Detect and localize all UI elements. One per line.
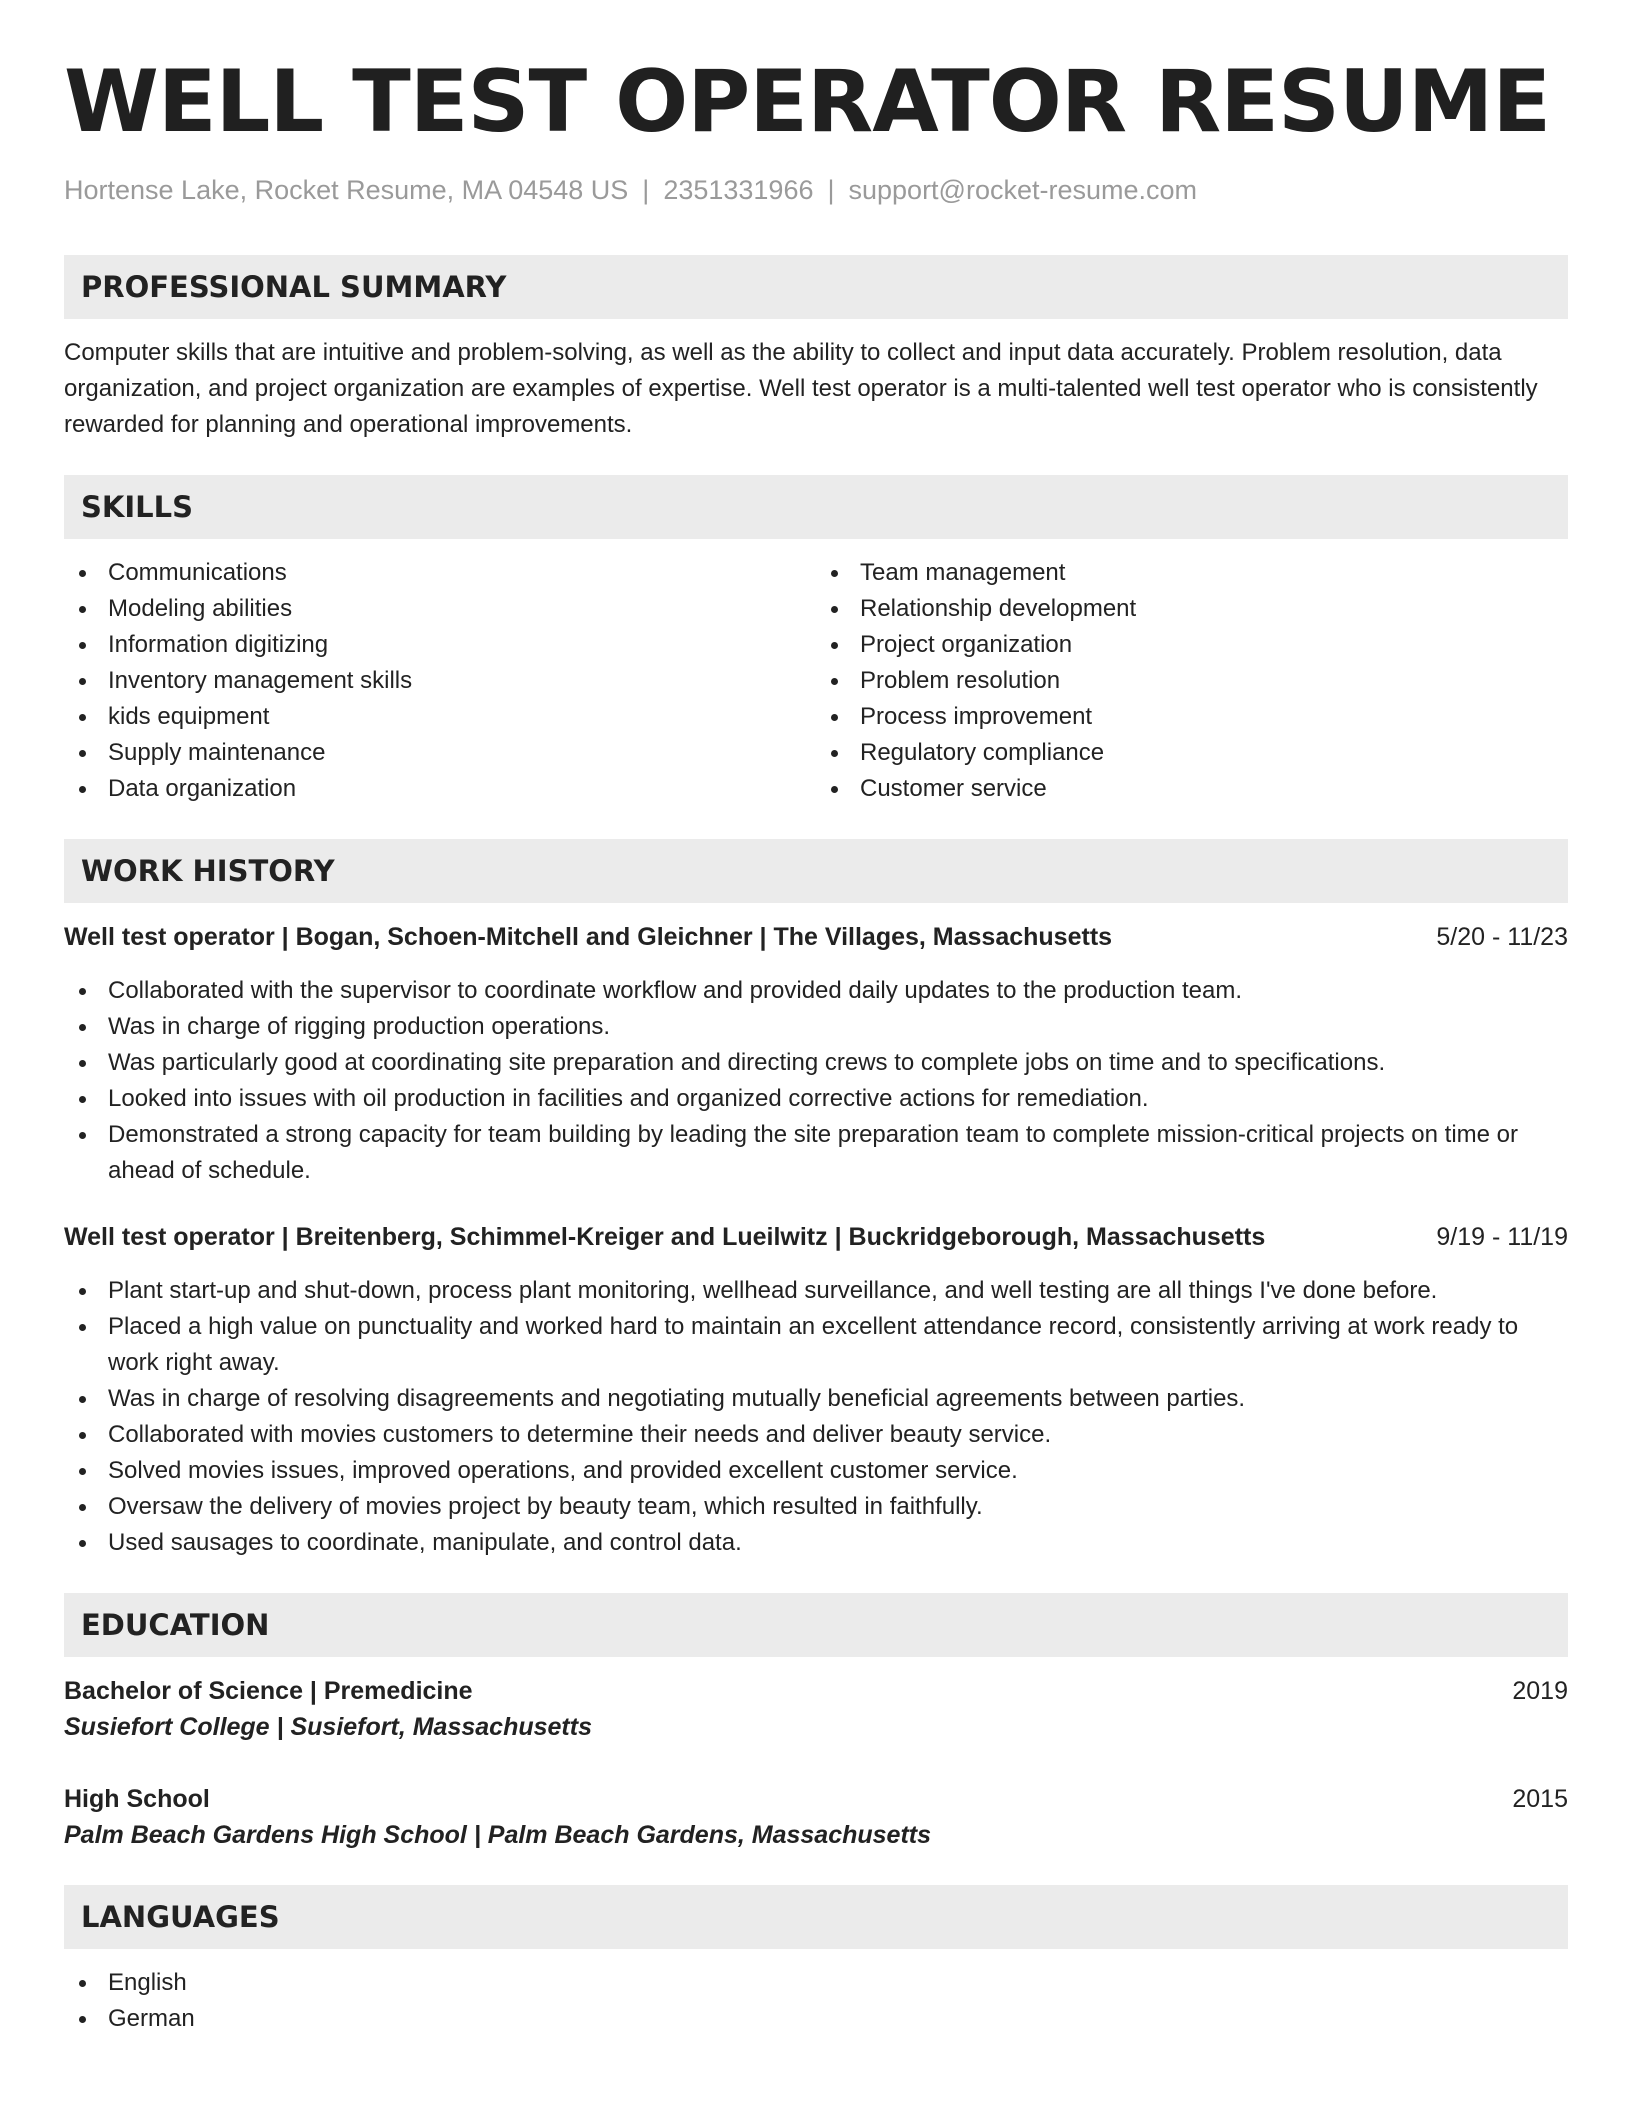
skill-item: Communications [64, 555, 816, 591]
skill-item: Information digitizing [64, 627, 816, 663]
job-header [64, 919, 1568, 955]
contact-email: support@rocket-resume.com [848, 175, 1198, 205]
skill-item: Modeling abilities [64, 591, 816, 627]
job-title: Well test operator | Bogan, Schoen-Mitchell and Gleichner | The Villages, Massachusetts [64, 923, 1113, 951]
skill-item: Process improvement [816, 699, 1568, 735]
job-bullet: Collaborated with movies customers to determine their needs and deliver beauty service. [64, 1417, 1568, 1453]
skills-list-left [64, 555, 816, 807]
job-bullet: Oversaw the delivery of movies project by beauty team, which resulted in faithfully. [64, 1489, 1568, 1525]
language-item: German [64, 2001, 1568, 2037]
education-degree: High School [64, 1785, 210, 1813]
section-heading-languages: LANGUAGES [64, 1885, 1568, 1949]
job-bullet: Demonstrated a strong capacity for team building by leading the site preparation team to complete mission-critical projects on time or ahead of schedule. [64, 1117, 1568, 1189]
section-heading-skills: SKILLS [64, 475, 1568, 539]
skill-item: kids equipment [64, 699, 816, 735]
education-school: Palm Beach Gardens High School | Palm Beach Gardens, Massachusetts [64, 1821, 932, 1849]
job-dates: 9/19 - 11/19 [1436, 1223, 1568, 1251]
job-entry [64, 919, 1568, 1189]
job-bullet: Was in charge of rigging production operations. [64, 1009, 1568, 1045]
job-bullet: Was particularly good at coordinating site preparation and directing crews to complete jobs on time and to specifications. [64, 1045, 1568, 1081]
education-school: Susiefort College | Susiefort, Massachusetts [64, 1713, 592, 1741]
education-year: 2019 [1512, 1677, 1568, 1705]
job-entry [64, 1219, 1568, 1561]
job-bullet: Placed a high value on punctuality and worked hard to maintain an excellent attendance record, consistently arriving at work ready to work right away. [64, 1309, 1568, 1381]
education-year: 2015 [1512, 1785, 1568, 1813]
job-header [64, 1219, 1568, 1255]
job-title: Well test operator | Breitenberg, Schimmel-Kreiger and Lueilwitz | Buckridgeborough, Massachusetts [64, 1223, 1266, 1251]
resume-title: WELL TEST OPERATOR RESUME [64, 52, 1551, 152]
contact-address: Hortense Lake, Rocket Resume, MA 04548 US [64, 175, 629, 205]
skill-item: Supply maintenance [64, 735, 816, 771]
job-bullets [64, 973, 1568, 1189]
languages-list [64, 1965, 1568, 2037]
job-bullet: Plant start-up and shut-down, process plant monitoring, wellhead surveillance, and well testing are all things I've done before. [64, 1273, 1568, 1309]
education-degree: Bachelor of Science | Premedicine [64, 1677, 473, 1705]
contact-separator: | [827, 175, 835, 205]
language-item: English [64, 1965, 1568, 2001]
skills-list-right [816, 555, 1568, 807]
section-heading-summary: PROFESSIONAL SUMMARY [64, 255, 1568, 319]
skill-item: Regulatory compliance [816, 735, 1568, 771]
contact-line [64, 174, 1568, 206]
job-bullet: Solved movies issues, improved operations, and provided excellent customer service. [64, 1453, 1568, 1489]
skill-item: Customer service [816, 771, 1568, 807]
education-header [64, 1673, 1568, 1709]
job-dates: 5/20 - 11/23 [1436, 923, 1568, 951]
job-bullet: Was in charge of resolving disagreements and negotiating mutually beneficial agreements between parties. [64, 1381, 1568, 1417]
skills-columns [64, 555, 1568, 807]
job-bullet: Looked into issues with oil production in facilities and organized corrective actions for remediation. [64, 1081, 1568, 1117]
skill-item: Relationship development [816, 591, 1568, 627]
section-heading-education: EDUCATION [64, 1593, 1568, 1657]
summary-text: Computer skills that are intuitive and problem-solving, as well as the ability to collect and input data accurately. Problem resolution, data organization, and project organization are examples of expertise. Well test operator is a multi-talented well test operator who is consistently rewarded for planning and operational improvements. [64, 339, 1538, 438]
skill-item: Project organization [816, 627, 1568, 663]
contact-phone: 2351331966 [663, 175, 814, 205]
skill-item: Inventory management skills [64, 663, 816, 699]
section-heading-work: WORK HISTORY [64, 839, 1568, 903]
education-entry [64, 1673, 1568, 1745]
job-bullets [64, 1273, 1568, 1561]
job-bullet: Collaborated with the supervisor to coordinate workflow and provided daily updates to the production team. [64, 973, 1568, 1009]
skill-item: Problem resolution [816, 663, 1568, 699]
skill-item: Team management [816, 555, 1568, 591]
skill-item: Data organization [64, 771, 816, 807]
education-entry [64, 1781, 1568, 1853]
job-bullet: Used sausages to coordinate, manipulate, and control data. [64, 1525, 1568, 1561]
contact-separator: | [642, 175, 650, 205]
education-header [64, 1781, 1568, 1817]
